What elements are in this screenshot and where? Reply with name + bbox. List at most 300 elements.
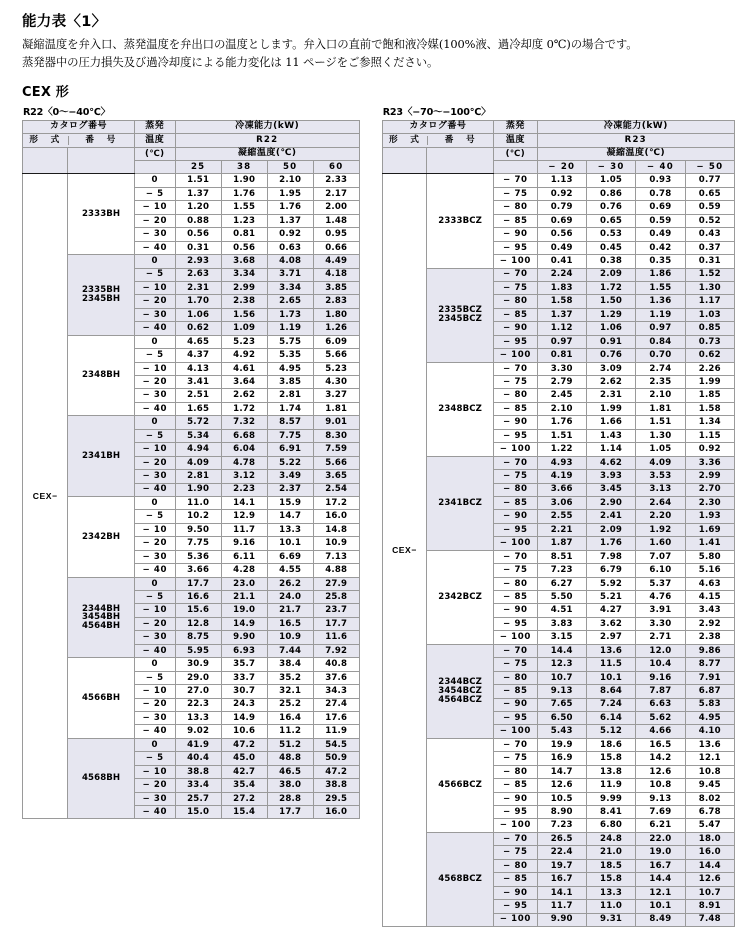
evap-temp-cell: − 30 <box>134 389 175 402</box>
evap-temp-cell: − 70 <box>494 268 537 281</box>
header-catalog-continuation <box>382 147 426 160</box>
capacity-value-cell: 2.81 <box>175 470 221 483</box>
capacity-value-cell: 13.8 <box>586 765 635 778</box>
capacity-value-cell: 9.90 <box>537 913 586 926</box>
capacity-value-cell: 2.21 <box>537 523 586 536</box>
capacity-value-cell: 0.69 <box>537 214 586 227</box>
capacity-value-cell: 4.13 <box>175 362 221 375</box>
evap-temp-cell: − 95 <box>494 429 537 442</box>
capacity-value-cell: 0.70 <box>636 349 685 362</box>
header-cond-value-1: 38 <box>221 161 267 174</box>
capacity-value-cell: 16.9 <box>537 752 586 765</box>
evap-temp-cell: − 90 <box>494 698 537 711</box>
evap-temp-cell: − 95 <box>494 241 537 254</box>
capacity-value-cell: 4.19 <box>537 470 586 483</box>
evap-temp-cell: − 95 <box>494 523 537 536</box>
capacity-value-cell: 5.75 <box>267 335 313 348</box>
capacity-value-cell: 14.1 <box>537 886 586 899</box>
capacity-value-cell: 8.30 <box>313 429 359 442</box>
header-catalog-spacer <box>382 134 493 147</box>
capacity-value-cell: 1.70 <box>175 295 221 308</box>
capacity-value-cell: 7.75 <box>267 429 313 442</box>
capacity-value-cell: 4.62 <box>586 456 635 469</box>
capacity-value-cell: 30.9 <box>175 658 221 671</box>
capacity-value-cell: 5.66 <box>313 456 359 469</box>
capacity-value-cell: 1.72 <box>586 281 635 294</box>
evap-temp-cell: − 80 <box>494 671 537 684</box>
evap-temp-cell: − 10 <box>134 685 175 698</box>
evap-temp-cell: − 40 <box>134 241 175 254</box>
model-name-cell <box>68 416 135 497</box>
capacity-value-cell: 5.62 <box>636 711 685 724</box>
capacity-value-cell: 5.47 <box>685 819 734 832</box>
capacity-value-cell: 4.28 <box>221 564 267 577</box>
capacity-value-cell: 2.71 <box>636 631 685 644</box>
capacity-value-cell: 9.16 <box>221 537 267 550</box>
capacity-value-cell: 0.62 <box>685 349 734 362</box>
capacity-value-cell: 46.5 <box>267 765 313 778</box>
capacity-value-cell: 1.90 <box>221 174 267 187</box>
evap-temp-cell: − 70 <box>494 738 537 751</box>
capacity-value-cell: 35.7 <box>221 658 267 671</box>
capacity-value-cell: 2.10 <box>267 174 313 187</box>
capacity-value-cell: 0.62 <box>175 322 221 335</box>
evap-temp-cell: − 85 <box>494 591 537 604</box>
capacity-value-cell: 6.14 <box>586 711 635 724</box>
table-row <box>382 174 734 187</box>
evap-temp-cell: − 10 <box>134 443 175 456</box>
header-evap-temp: 蒸発 <box>134 120 175 133</box>
model-name-cell <box>68 335 135 416</box>
capacity-value-cell: 17.7 <box>267 806 313 819</box>
table-row <box>382 644 734 657</box>
capacity-value-cell: 5.37 <box>636 577 685 590</box>
capacity-value-cell: 24.0 <box>267 591 313 604</box>
capacity-value-cell: 14.4 <box>537 644 586 657</box>
refrigerant-caption-r23: R23〈−70〜−100℃〉 <box>382 106 491 118</box>
capacity-value-cell: 0.85 <box>685 322 734 335</box>
capacity-value-cell: 7.91 <box>685 671 734 684</box>
capacity-value-cell: 2.37 <box>267 483 313 496</box>
table-row <box>23 577 360 590</box>
capacity-value-cell: 6.21 <box>636 819 685 832</box>
capacity-value-cell: 2.64 <box>636 496 685 509</box>
capacity-value-cell: 7.13 <box>313 550 359 563</box>
capacity-value-cell: 6.10 <box>636 564 685 577</box>
capacity-value-cell: 2.92 <box>685 617 734 630</box>
table-row <box>382 550 734 563</box>
evap-temp-cell: − 40 <box>134 806 175 819</box>
capacity-value-cell: 7.23 <box>537 564 586 577</box>
capacity-value-cell: 13.6 <box>586 644 635 657</box>
capacity-value-cell: 8.49 <box>636 913 685 926</box>
model-name-cell <box>68 174 135 255</box>
capacity-value-cell: 2.26 <box>685 362 734 375</box>
capacity-value-cell: 22.3 <box>175 698 221 711</box>
capacity-value-cell: 1.37 <box>267 214 313 227</box>
capacity-value-cell: 0.66 <box>313 241 359 254</box>
capacity-value-cell: 16.5 <box>636 738 685 751</box>
capacity-value-cell: 0.42 <box>636 241 685 254</box>
evap-temp-cell: − 90 <box>494 604 537 617</box>
capacity-value-cell: 16.0 <box>685 846 734 859</box>
capacity-value-cell: 12.0 <box>636 644 685 657</box>
evap-temp-cell: − 10 <box>134 201 175 214</box>
capacity-value-cell: 10.1 <box>636 900 685 913</box>
capacity-value-cell: 15.4 <box>221 806 267 819</box>
capacity-value-cell: 4.61 <box>221 362 267 375</box>
evap-temp-cell: − 5 <box>134 591 175 604</box>
evap-temp-cell: − 100 <box>494 819 537 832</box>
capacity-value-cell: 1.26 <box>313 322 359 335</box>
capacity-value-cell: 1.14 <box>586 443 635 456</box>
capacity-value-cell: 1.69 <box>685 523 734 536</box>
evap-temp-cell: − 95 <box>494 335 537 348</box>
capacity-value-cell: 4.95 <box>267 362 313 375</box>
model-name: 4568BCZ <box>438 874 482 885</box>
capacity-value-cell: 8.91 <box>685 900 734 913</box>
note-line-1: 凝縮温度を弁入口、蒸発温度を弁出口の温度とします。弁入口の直前で飽和液冷媒(100%液、過冷却度 0℃)の場合です。 <box>22 37 638 52</box>
evap-temp-cell: − 40 <box>134 725 175 738</box>
capacity-value-cell: 1.76 <box>537 416 586 429</box>
header-refrigerant: R23 <box>537 134 734 147</box>
evap-temp-cell: − 95 <box>494 900 537 913</box>
evap-temp-cell: − 20 <box>134 537 175 550</box>
model-name: 3454BH <box>81 612 121 623</box>
capacity-value-cell: 14.4 <box>685 859 734 872</box>
capacity-value-cell: 4.94 <box>175 443 221 456</box>
header-type: 形 式 <box>389 135 421 146</box>
capacity-value-cell: 7.32 <box>221 416 267 429</box>
model-name-cell <box>427 550 494 644</box>
evap-temp-cell: − 70 <box>494 456 537 469</box>
capacity-value-cell: 23.0 <box>221 577 267 590</box>
table-row <box>382 456 734 469</box>
evap-temp-cell: − 75 <box>494 470 537 483</box>
capacity-value-cell: 33.7 <box>221 671 267 684</box>
evap-temp-cell: − 75 <box>494 658 537 671</box>
capacity-value-cell: 3.36 <box>685 456 734 469</box>
capacity-value-cell: 0.53 <box>586 228 635 241</box>
document-header <box>0 0 735 100</box>
capacity-value-cell: 3.68 <box>221 255 267 268</box>
capacity-value-cell: 26.2 <box>267 577 313 590</box>
evap-temp-cell: 0 <box>134 255 175 268</box>
capacity-value-cell: 19.7 <box>537 859 586 872</box>
capacity-value-cell: 10.9 <box>267 631 313 644</box>
evap-temp-cell: − 40 <box>134 402 175 415</box>
capacity-value-cell: 2.99 <box>221 281 267 294</box>
evap-temp-cell: − 95 <box>494 617 537 630</box>
table-head-r23 <box>382 120 734 174</box>
capacity-value-cell: 6.04 <box>221 443 267 456</box>
table-row <box>23 174 360 187</box>
capacity-value-cell: 4.15 <box>685 591 734 604</box>
capacity-value-cell: 3.45 <box>586 483 635 496</box>
evap-temp-cell: − 80 <box>494 859 537 872</box>
capacity-value-cell: 1.85 <box>685 389 734 402</box>
capacity-value-cell: 1.20 <box>175 201 221 214</box>
capacity-value-cell: 38.0 <box>267 779 313 792</box>
capacity-value-cell: 2.97 <box>586 631 635 644</box>
evap-temp-cell: − 10 <box>134 362 175 375</box>
evap-temp-cell: − 95 <box>494 711 537 724</box>
capacity-value-cell: 18.5 <box>586 859 635 872</box>
capacity-value-cell: 26.5 <box>537 832 586 845</box>
capacity-value-cell: 12.6 <box>537 779 586 792</box>
capacity-value-cell: 1.17 <box>685 295 734 308</box>
capacity-value-cell: 5.23 <box>313 362 359 375</box>
capacity-value-cell: 9.86 <box>685 644 734 657</box>
capacity-value-cell: 0.63 <box>267 241 313 254</box>
evap-temp-cell: − 30 <box>134 711 175 724</box>
header-catalog-continuation <box>23 147 68 160</box>
capacity-value-cell: 23.7 <box>313 604 359 617</box>
capacity-value-cell: 9.13 <box>537 685 586 698</box>
capacity-value-cell: 1.30 <box>685 281 734 294</box>
capacity-value-cell: 4.78 <box>221 456 267 469</box>
capacity-value-cell: 11.9 <box>313 725 359 738</box>
capacity-value-cell: 0.93 <box>636 174 685 187</box>
header-cond-value-3: − 50 <box>685 161 734 174</box>
header-refrigerant: R22 <box>175 134 359 147</box>
capacity-value-cell: 21.0 <box>586 846 635 859</box>
refrigerant-caption-r22: R22〈0〜−40℃〉 <box>23 106 111 118</box>
table-row <box>382 832 734 845</box>
capacity-value-cell: 0.84 <box>636 335 685 348</box>
capacity-value-cell: 6.09 <box>313 335 359 348</box>
capacity-value-cell: 0.92 <box>267 228 313 241</box>
capacity-value-cell: 11.7 <box>537 900 586 913</box>
header-evap-temp-2: 温度 <box>134 134 175 147</box>
capacity-value-cell: 4.65 <box>175 335 221 348</box>
capacity-value-cell: 1.66 <box>586 416 635 429</box>
header-evap-temp: 蒸発 <box>494 120 537 133</box>
capacity-value-cell: 0.59 <box>685 201 734 214</box>
capacity-value-cell: 5.72 <box>175 416 221 429</box>
capacity-value-cell: 0.77 <box>685 174 734 187</box>
capacity-value-cell: 35.4 <box>221 779 267 792</box>
model-name-cell <box>427 644 494 738</box>
capacity-value-cell: 25.2 <box>267 698 313 711</box>
capacity-value-cell: 2.09 <box>586 268 635 281</box>
capacity-value-cell: 1.34 <box>685 416 734 429</box>
capacity-value-cell: 2.51 <box>175 389 221 402</box>
capacity-value-cell: 9.13 <box>636 792 685 805</box>
capacity-value-cell: 0.76 <box>586 349 635 362</box>
capacity-value-cell: 9.90 <box>221 631 267 644</box>
evap-temp-cell: − 90 <box>494 322 537 335</box>
capacity-value-cell: 1.37 <box>537 308 586 321</box>
evap-temp-cell: − 85 <box>494 214 537 227</box>
evap-temp-cell: − 90 <box>494 792 537 805</box>
capacity-value-cell: 0.97 <box>636 322 685 335</box>
capacity-value-cell: 0.49 <box>636 228 685 241</box>
evap-temp-cell: − 5 <box>134 510 175 523</box>
capacity-value-cell: 16.6 <box>175 591 221 604</box>
capacity-value-cell: 3.49 <box>267 470 313 483</box>
capacity-value-cell: 0.81 <box>221 228 267 241</box>
capacity-value-cell: 3.12 <box>221 470 267 483</box>
capacity-value-cell: 40.4 <box>175 752 221 765</box>
table-head-r22 <box>23 120 360 174</box>
capacity-value-cell: 18.0 <box>685 832 734 845</box>
capacity-value-cell: 7.24 <box>586 698 635 711</box>
capacity-value-cell: 1.06 <box>586 322 635 335</box>
capacity-value-cell: 8.75 <box>175 631 221 644</box>
evap-temp-cell: 0 <box>134 496 175 509</box>
capacity-value-cell: 0.56 <box>537 228 586 241</box>
capacity-value-cell: 3.83 <box>537 617 586 630</box>
capacity-value-cell: 4.18 <box>313 268 359 281</box>
evap-temp-cell: − 90 <box>494 228 537 241</box>
evap-temp-cell: 0 <box>134 174 175 187</box>
capacity-value-cell: 1.80 <box>313 308 359 321</box>
evap-temp-cell: − 100 <box>494 443 537 456</box>
capacity-value-cell: 4.09 <box>636 456 685 469</box>
capacity-value-cell: 16.0 <box>313 806 359 819</box>
header-catalog-continuation <box>427 161 494 174</box>
model-name-cell <box>68 658 135 739</box>
capacity-value-cell: 7.69 <box>636 806 685 819</box>
evap-temp-cell: − 5 <box>134 752 175 765</box>
capacity-value-cell: 1.55 <box>636 281 685 294</box>
capacity-value-cell: 9.99 <box>586 792 635 805</box>
capacity-value-cell: 0.65 <box>586 214 635 227</box>
model-name: 4568BH <box>81 773 121 784</box>
capacity-value-cell: 2.63 <box>175 268 221 281</box>
capacity-value-cell: 16.7 <box>636 859 685 872</box>
table-row <box>382 738 734 751</box>
header-cond-temp: 凝縮温度(℃) <box>175 147 359 160</box>
capacity-value-cell: 0.52 <box>685 214 734 227</box>
capacity-value-cell: 7.98 <box>586 550 635 563</box>
capacity-value-cell: 16.0 <box>313 510 359 523</box>
capacity-value-cell: 32.1 <box>267 685 313 698</box>
header-catalog-number: カタログ番号 <box>23 120 135 133</box>
capacity-value-cell: 12.3 <box>537 658 586 671</box>
capacity-value-cell: 14.9 <box>221 711 267 724</box>
evap-temp-cell: − 100 <box>494 255 537 268</box>
capacity-value-cell: 1.13 <box>537 174 586 187</box>
capacity-value-cell: 1.60 <box>636 537 685 550</box>
evap-temp-cell: − 85 <box>494 779 537 792</box>
capacity-value-cell: 9.50 <box>175 523 221 536</box>
capacity-value-cell: 4.09 <box>175 456 221 469</box>
evap-temp-cell: − 20 <box>134 698 175 711</box>
evap-temp-cell: − 85 <box>494 685 537 698</box>
header-row <box>23 120 360 133</box>
capacity-value-cell: 3.09 <box>586 362 635 375</box>
capacity-value-cell: 1.73 <box>267 308 313 321</box>
capacity-value-cell: 1.92 <box>636 523 685 536</box>
capacity-value-cell: 4.63 <box>685 577 734 590</box>
capacity-value-cell: 0.81 <box>537 349 586 362</box>
evap-temp-cell: 0 <box>134 738 175 751</box>
capacity-value-cell: 17.7 <box>313 617 359 630</box>
table-row <box>23 496 360 509</box>
capacity-value-cell: 1.05 <box>636 443 685 456</box>
capacity-value-cell: 1.51 <box>537 429 586 442</box>
model-name: 2344BH <box>81 603 121 614</box>
model-name: 2341BH <box>81 450 121 461</box>
evap-temp-cell: − 80 <box>494 765 537 778</box>
capacity-value-cell: 0.35 <box>636 255 685 268</box>
capacity-value-cell: 2.17 <box>313 187 359 200</box>
capacity-table-r22 <box>22 120 360 820</box>
capacity-value-cell: 2.55 <box>537 510 586 523</box>
capacity-value-cell: 8.57 <box>267 416 313 429</box>
capacity-value-cell: 16.5 <box>267 617 313 630</box>
capacity-value-cell: 0.91 <box>586 335 635 348</box>
model-name: 4564BCZ <box>438 694 482 705</box>
capacity-value-cell: 11.0 <box>586 900 635 913</box>
capacity-value-cell: 38.8 <box>313 779 359 792</box>
evap-temp-cell: − 30 <box>134 308 175 321</box>
capacity-value-cell: 9.31 <box>586 913 635 926</box>
model-name-cell <box>427 738 494 832</box>
evap-temp-cell: − 70 <box>494 644 537 657</box>
capacity-value-cell: 1.41 <box>685 537 734 550</box>
capacity-value-cell: 7.44 <box>267 644 313 657</box>
header-cond-temp: 凝縮温度(℃) <box>537 147 734 160</box>
capacity-value-cell: 51.2 <box>267 738 313 751</box>
header-evap-blank <box>494 161 537 174</box>
evap-temp-cell: − 30 <box>134 631 175 644</box>
model-name-cell <box>68 496 135 577</box>
capacity-value-cell: 1.51 <box>636 416 685 429</box>
type-label-cell: CEX− <box>23 174 68 819</box>
model-name: 2348BCZ <box>438 403 482 414</box>
capacity-value-cell: 0.65 <box>685 187 734 200</box>
evap-temp-cell: − 20 <box>134 617 175 630</box>
capacity-value-cell: 1.36 <box>636 295 685 308</box>
capacity-value-cell: 5.21 <box>586 591 635 604</box>
capacity-value-cell: 50.9 <box>313 752 359 765</box>
evap-temp-cell: − 70 <box>494 832 537 845</box>
capacity-value-cell: 27.0 <box>175 685 221 698</box>
capacity-value-cell: 3.91 <box>636 604 685 617</box>
evap-temp-cell: 0 <box>134 577 175 590</box>
capacity-value-cell: 2.38 <box>221 295 267 308</box>
capacity-value-cell: 3.06 <box>537 496 586 509</box>
capacity-value-cell: 3.66 <box>537 483 586 496</box>
capacity-value-cell: 1.48 <box>313 214 359 227</box>
table-body-r23 <box>382 174 734 927</box>
evap-temp-cell: − 5 <box>134 429 175 442</box>
evap-temp-cell: − 5 <box>134 268 175 281</box>
evap-temp-cell: − 30 <box>134 792 175 805</box>
model-name: 2333BCZ <box>438 215 482 226</box>
capacity-value-cell: 0.45 <box>586 241 635 254</box>
capacity-value-cell: 3.34 <box>267 281 313 294</box>
capacity-value-cell: 12.6 <box>685 873 734 886</box>
evap-temp-cell: − 30 <box>134 228 175 241</box>
capacity-value-cell: 0.49 <box>537 241 586 254</box>
type-label-cell: CEX− <box>382 174 426 927</box>
model-name-cell <box>68 738 135 819</box>
capacity-value-cell: 35.2 <box>267 671 313 684</box>
model-name-cell <box>427 268 494 362</box>
capacity-value-cell: 3.66 <box>175 564 221 577</box>
header-cond-value-2: − 40 <box>636 161 685 174</box>
evap-temp-cell: − 10 <box>134 523 175 536</box>
capacity-value-cell: 10.8 <box>636 779 685 792</box>
capacity-value-cell: 6.78 <box>685 806 734 819</box>
capacity-value-cell: 19.9 <box>537 738 586 751</box>
evap-temp-cell: − 80 <box>494 201 537 214</box>
header-number: 番 号 <box>427 136 493 145</box>
